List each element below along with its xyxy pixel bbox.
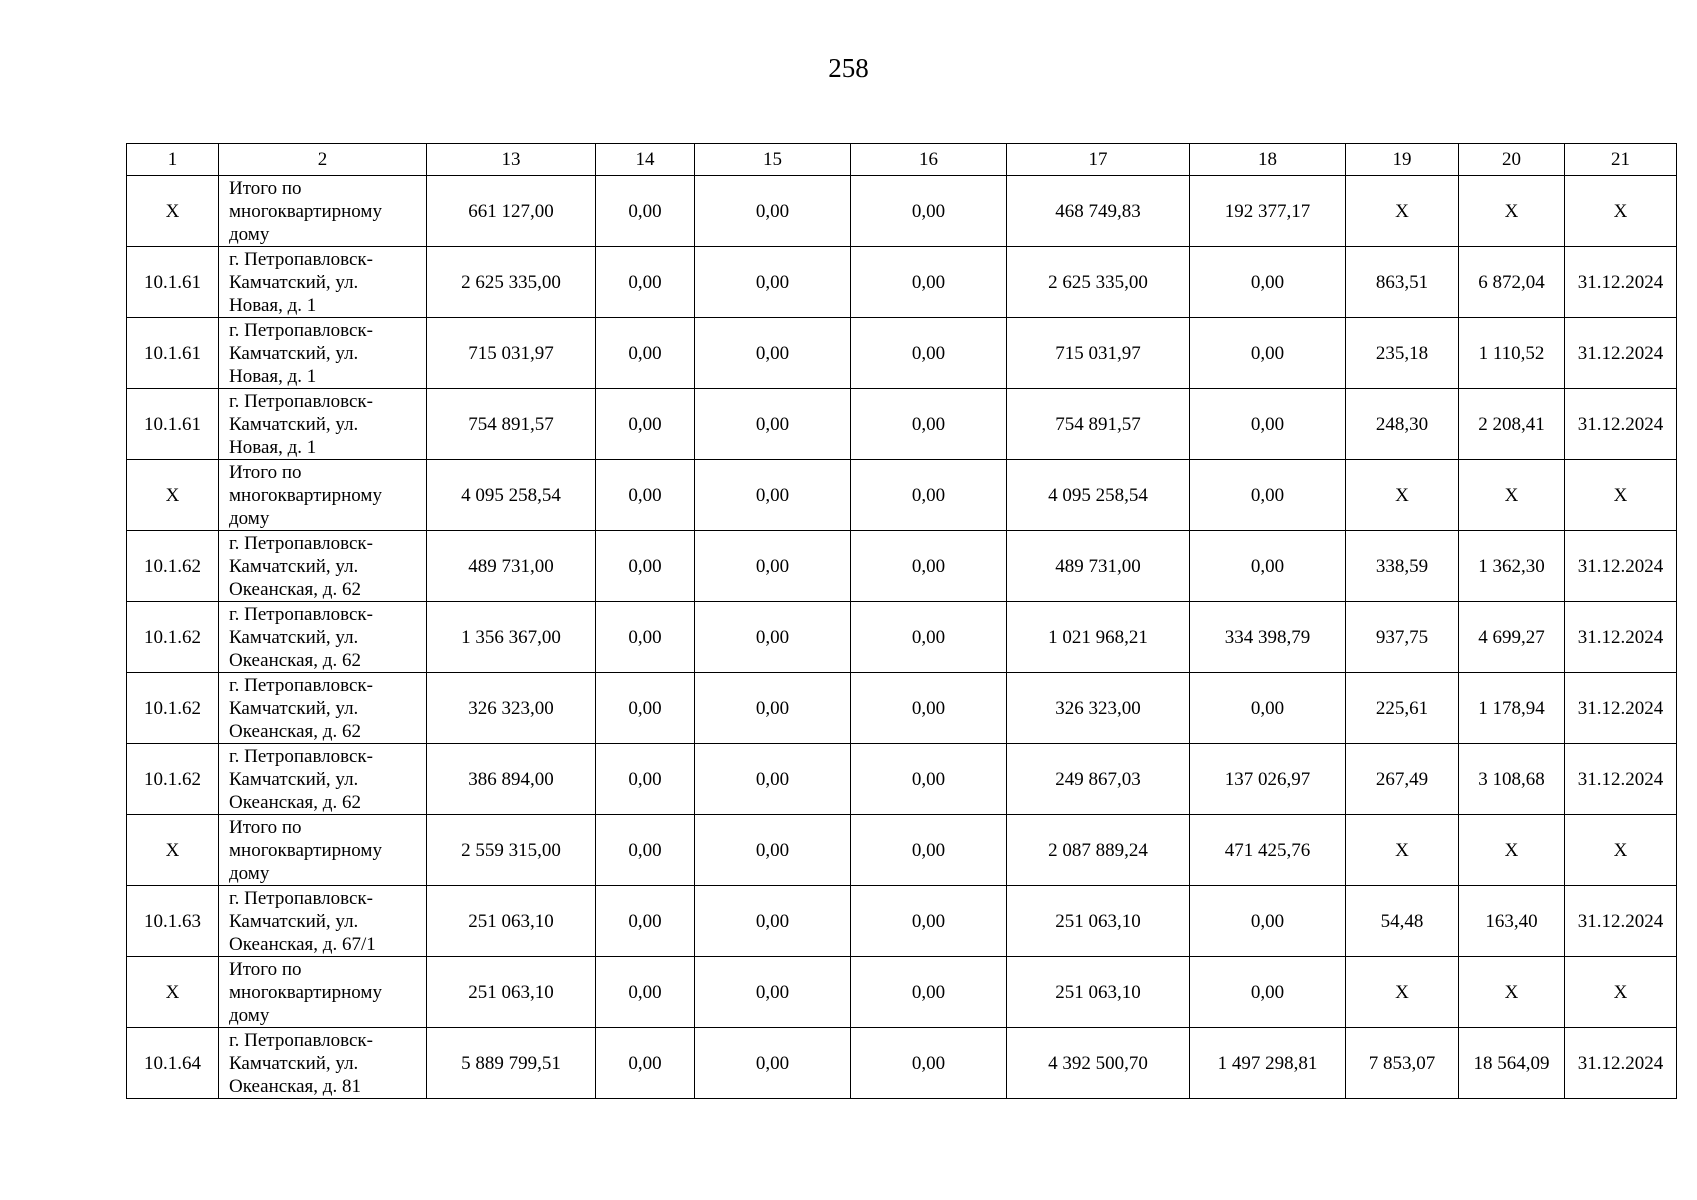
fund-federal-cell: 0,00 [596,815,695,886]
fund-regional-cell: 0,00 [695,815,851,886]
fund-regional-cell: 0,00 [695,318,851,389]
address-line: Камчатский, ул. [229,1052,359,1074]
fund-other-cell: 0,00 [1190,957,1346,1028]
fund-owners-cell: 715 031,97 [1007,318,1190,389]
table-row [127,744,1677,815]
fund-regional-cell: 0,00 [695,602,851,673]
fund-federal-cell: 0,00 [596,673,695,744]
row-number-cell: 10.1.61 [127,389,219,460]
fund-local-cell: 0,00 [851,389,1007,460]
fund-owners-cell: 1 021 968,21 [1007,602,1190,673]
fund-regional-cell: 0,00 [695,247,851,318]
fund-other-cell: 137 026,97 [1190,744,1346,815]
area-cell: 863,51 [1346,247,1459,318]
table-row [127,886,1677,957]
fund-regional-cell: 0,00 [695,460,851,531]
fund-federal-cell: 0,00 [596,886,695,957]
table-row [127,389,1677,460]
unit-cost-cell: Х [1459,460,1565,531]
cost-total-cell: 661 127,00 [427,176,596,247]
address-cell [219,957,427,1028]
address-line: Океанская, д. 62 [229,791,361,813]
fund-other-cell: 0,00 [1190,389,1346,460]
address-cell [219,815,427,886]
area-cell: 937,75 [1346,602,1459,673]
fund-other-cell: 471 425,76 [1190,815,1346,886]
address-cell [219,389,427,460]
fund-federal-cell: 0,00 [596,389,695,460]
cost-total-cell: 2 625 335,00 [427,247,596,318]
table-header-row [127,144,1677,176]
address-cell [219,886,427,957]
address-line: Итого по [229,461,302,483]
unit-cost-cell: Х [1459,176,1565,247]
column-header: 2 [219,144,427,176]
cost-total-cell: 754 891,57 [427,389,596,460]
address-line: многоквартирному [229,484,382,506]
fund-local-cell: 0,00 [851,318,1007,389]
address-line: Новая, д. 1 [229,365,317,387]
address-line: Камчатский, ул. [229,271,359,293]
column-header: 14 [596,144,695,176]
address-line: г. Петропавловск- [229,248,373,270]
fund-local-cell: 0,00 [851,531,1007,602]
table-row [127,815,1677,886]
fund-local-cell: 0,00 [851,460,1007,531]
address-line: Камчатский, ул. [229,555,359,577]
fund-owners-cell: 251 063,10 [1007,886,1190,957]
area-cell: Х [1346,957,1459,1028]
cost-total-cell: 326 323,00 [427,673,596,744]
deadline-cell: Х [1565,460,1677,531]
fund-local-cell: 0,00 [851,957,1007,1028]
row-number-cell: Х [127,957,219,1028]
row-number-cell: 10.1.61 [127,247,219,318]
cost-total-cell: 1 356 367,00 [427,602,596,673]
unit-cost-cell: 1 362,30 [1459,531,1565,602]
fund-other-cell: 0,00 [1190,531,1346,602]
table-row [127,318,1677,389]
deadline-cell: Х [1565,957,1677,1028]
fund-other-cell: 1 497 298,81 [1190,1028,1346,1099]
address-line: Камчатский, ул. [229,413,359,435]
row-number-cell: Х [127,460,219,531]
fund-other-cell: 0,00 [1190,318,1346,389]
fund-federal-cell: 0,00 [596,318,695,389]
address-cell [219,602,427,673]
deadline-cell: Х [1565,176,1677,247]
fund-regional-cell: 0,00 [695,957,851,1028]
fund-owners-cell: 251 063,10 [1007,957,1190,1028]
area-cell: 225,61 [1346,673,1459,744]
column-header: 1 [127,144,219,176]
fund-federal-cell: 0,00 [596,247,695,318]
address-line: Итого по [229,177,302,199]
address-cell [219,460,427,531]
row-number-cell: 10.1.64 [127,1028,219,1099]
unit-cost-cell: 6 872,04 [1459,247,1565,318]
fund-regional-cell: 0,00 [695,886,851,957]
deadline-cell: 31.12.2024 [1565,744,1677,815]
fund-other-cell: 0,00 [1190,886,1346,957]
address-line: многоквартирному [229,200,382,222]
address-line: Камчатский, ул. [229,342,359,364]
page-number: 258 [828,53,869,83]
fund-local-cell: 0,00 [851,886,1007,957]
address-cell [219,744,427,815]
address-line: г. Петропавловск- [229,1029,373,1051]
area-cell: Х [1346,460,1459,531]
column-header: 16 [851,144,1007,176]
fund-owners-cell: 249 867,03 [1007,744,1190,815]
fund-regional-cell: 0,00 [695,744,851,815]
table-row [127,460,1677,531]
address-line: г. Петропавловск- [229,532,373,554]
fund-owners-cell: 4 095 258,54 [1007,460,1190,531]
cost-total-cell: 251 063,10 [427,886,596,957]
fund-local-cell: 0,00 [851,247,1007,318]
fund-other-cell: 0,00 [1190,460,1346,531]
address-line: Океанская, д. 67/1 [229,933,376,955]
cost-total-cell: 5 889 799,51 [427,1028,596,1099]
cost-total-cell: 489 731,00 [427,531,596,602]
address-line: г. Петропавловск- [229,319,373,341]
deadline-cell: 31.12.2024 [1565,602,1677,673]
table-row [127,176,1677,247]
fund-owners-cell: 326 323,00 [1007,673,1190,744]
fund-local-cell: 0,00 [851,744,1007,815]
deadline-cell: 31.12.2024 [1565,247,1677,318]
column-header: 19 [1346,144,1459,176]
table-row [127,673,1677,744]
row-number-cell: 10.1.61 [127,318,219,389]
address-line: Новая, д. 1 [229,294,317,316]
unit-cost-cell: Х [1459,815,1565,886]
deadline-cell: 31.12.2024 [1565,886,1677,957]
area-cell: 54,48 [1346,886,1459,957]
area-cell: 338,59 [1346,531,1459,602]
address-cell [219,673,427,744]
column-header: 20 [1459,144,1565,176]
fund-owners-cell: 4 392 500,70 [1007,1028,1190,1099]
unit-cost-cell: 1 110,52 [1459,318,1565,389]
address-cell [219,247,427,318]
column-header: 21 [1565,144,1677,176]
unit-cost-cell: 4 699,27 [1459,602,1565,673]
data-table [126,143,1677,1099]
row-number-cell: 10.1.62 [127,673,219,744]
fund-regional-cell: 0,00 [695,1028,851,1099]
fund-owners-cell: 468 749,83 [1007,176,1190,247]
fund-regional-cell: 0,00 [695,673,851,744]
area-cell: Х [1346,176,1459,247]
fund-other-cell: 192 377,17 [1190,176,1346,247]
address-line: г. Петропавловск- [229,887,373,909]
area-cell: 248,30 [1346,389,1459,460]
address-cell [219,176,427,247]
address-line: Океанская, д. 81 [229,1075,361,1097]
unit-cost-cell: 163,40 [1459,886,1565,957]
area-cell: Х [1346,815,1459,886]
fund-local-cell: 0,00 [851,1028,1007,1099]
deadline-cell: 31.12.2024 [1565,531,1677,602]
deadline-cell: 31.12.2024 [1565,318,1677,389]
cost-total-cell: 715 031,97 [427,318,596,389]
deadline-cell: 31.12.2024 [1565,1028,1677,1099]
fund-other-cell: 334 398,79 [1190,602,1346,673]
address-cell [219,531,427,602]
fund-owners-cell: 2 087 889,24 [1007,815,1190,886]
fund-federal-cell: 0,00 [596,1028,695,1099]
column-header: 18 [1190,144,1346,176]
unit-cost-cell: Х [1459,957,1565,1028]
fund-federal-cell: 0,00 [596,957,695,1028]
deadline-cell: 31.12.2024 [1565,389,1677,460]
fund-federal-cell: 0,00 [596,602,695,673]
table-row [127,1028,1677,1099]
unit-cost-cell: 2 208,41 [1459,389,1565,460]
cost-total-cell: 4 095 258,54 [427,460,596,531]
fund-owners-cell: 754 891,57 [1007,389,1190,460]
row-number-cell: Х [127,176,219,247]
fund-federal-cell: 0,00 [596,176,695,247]
column-header: 17 [1007,144,1190,176]
unit-cost-cell: 3 108,68 [1459,744,1565,815]
address-cell [219,1028,427,1099]
address-line: многоквартирному [229,839,382,861]
address-line: Камчатский, ул. [229,697,359,719]
address-line: г. Петропавловск- [229,745,373,767]
area-cell: 7 853,07 [1346,1028,1459,1099]
fund-owners-cell: 2 625 335,00 [1007,247,1190,318]
row-number-cell: Х [127,815,219,886]
address-line: Итого по [229,958,302,980]
address-line: г. Петропавловск- [229,390,373,412]
fund-owners-cell: 489 731,00 [1007,531,1190,602]
deadline-cell: Х [1565,815,1677,886]
address-line: г. Петропавловск- [229,674,373,696]
unit-cost-cell: 18 564,09 [1459,1028,1565,1099]
row-number-cell: 10.1.62 [127,531,219,602]
address-line: Океанская, д. 62 [229,578,361,600]
address-line: дому [229,1004,270,1026]
unit-cost-cell: 1 178,94 [1459,673,1565,744]
cost-total-cell: 251 063,10 [427,957,596,1028]
area-cell: 235,18 [1346,318,1459,389]
address-line: Камчатский, ул. [229,768,359,790]
address-line: дому [229,507,270,529]
address-line: Океанская, д. 62 [229,720,361,742]
fund-local-cell: 0,00 [851,815,1007,886]
table-row [127,247,1677,318]
area-cell: 267,49 [1346,744,1459,815]
table-row [127,957,1677,1028]
fund-other-cell: 0,00 [1190,247,1346,318]
fund-local-cell: 0,00 [851,176,1007,247]
address-line: дому [229,223,270,245]
fund-regional-cell: 0,00 [695,531,851,602]
address-line: Камчатский, ул. [229,626,359,648]
address-line: г. Петропавловск- [229,603,373,625]
row-number-cell: 10.1.63 [127,886,219,957]
address-line: Океанская, д. 62 [229,649,361,671]
fund-regional-cell: 0,00 [695,176,851,247]
row-number-cell: 10.1.62 [127,744,219,815]
fund-local-cell: 0,00 [851,673,1007,744]
deadline-cell: 31.12.2024 [1565,673,1677,744]
table-row [127,531,1677,602]
table-row [127,602,1677,673]
address-cell [219,318,427,389]
cost-total-cell: 386 894,00 [427,744,596,815]
fund-local-cell: 0,00 [851,602,1007,673]
address-line: Новая, д. 1 [229,436,317,458]
row-number-cell: 10.1.62 [127,602,219,673]
column-header: 13 [427,144,596,176]
fund-other-cell: 0,00 [1190,673,1346,744]
column-header: 15 [695,144,851,176]
fund-regional-cell: 0,00 [695,389,851,460]
fund-federal-cell: 0,00 [596,460,695,531]
fund-federal-cell: 0,00 [596,744,695,815]
address-line: Камчатский, ул. [229,910,359,932]
address-line: многоквартирному [229,981,382,1003]
cost-total-cell: 2 559 315,00 [427,815,596,886]
address-line: дому [229,862,270,884]
address-line: Итого по [229,816,302,838]
fund-federal-cell: 0,00 [596,531,695,602]
